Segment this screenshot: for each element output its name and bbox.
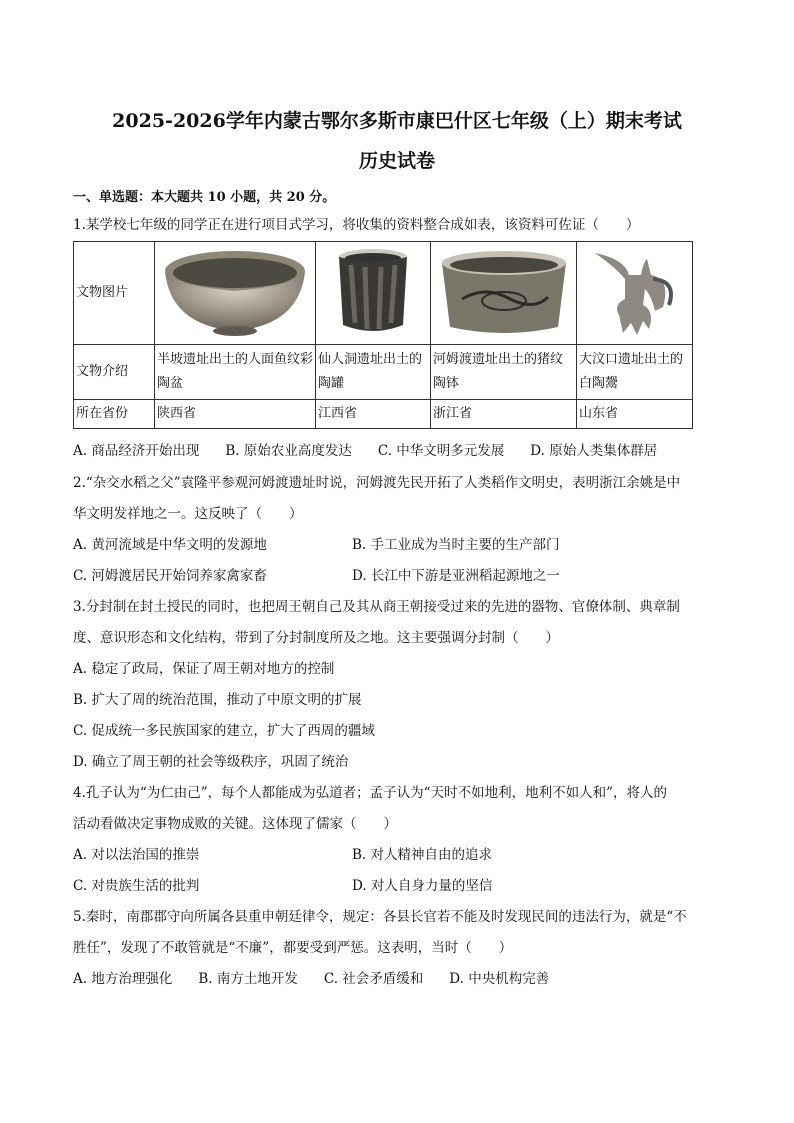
section-heading: 一、单选题：本大题共 10 小题，共 20 分。 bbox=[73, 190, 336, 205]
question-5-stem bbox=[73, 902, 723, 964]
artifact-province: 浙江省 bbox=[431, 400, 577, 429]
option-d[interactable]: D. 对人自身力量的坚信 bbox=[352, 878, 493, 894]
option-d[interactable]: D. 原始人类集体群居 bbox=[530, 443, 658, 459]
question-1-stem: 1.某学校七年级的同学正在进行项目式学习，将收集的资料整合成如表，该资料可佐证（ ） bbox=[73, 217, 640, 233]
artifact-province: 江西省 bbox=[316, 400, 431, 429]
pottery-bowl-icon bbox=[436, 245, 572, 341]
question-5-options bbox=[73, 964, 723, 995]
artifact-intro: 半坡遗址出土的人面鱼纹彩陶盆 bbox=[155, 345, 316, 400]
artifact-intro: 仙人洞遗址出土的陶罐 bbox=[316, 345, 431, 400]
question-3-line-1: 3.分封制在封土授民的同时，也把周王朝自己及其从商王朝接受过来的先进的器物、官僚体制、典章制 bbox=[73, 599, 680, 615]
pottery-gui-icon bbox=[585, 245, 685, 341]
option-a[interactable]: A. 稳定了政局，保证了周王朝对地方的控制 bbox=[73, 661, 335, 677]
option-b[interactable]: B. 对人精神自由的追求 bbox=[352, 847, 493, 863]
question-2-options bbox=[73, 530, 723, 592]
artifact-province: 山东省 bbox=[577, 400, 693, 429]
pottery-basin-icon bbox=[160, 245, 310, 341]
option-a[interactable]: A. 对以法治国的推崇 bbox=[73, 847, 200, 863]
row-label: 所在省份 bbox=[74, 400, 155, 429]
artifact-image-cell bbox=[431, 242, 577, 345]
option-b[interactable]: B. 扩大了周的统治范围，推动了中原文明的扩展 bbox=[73, 692, 362, 708]
option-b[interactable]: B. 原始农业高度发达 bbox=[225, 443, 352, 459]
question-1-options bbox=[73, 436, 723, 467]
table-row bbox=[74, 400, 693, 429]
option-c[interactable]: C. 对贵族生活的批判 bbox=[73, 878, 200, 894]
option-a[interactable]: A. 黄河流域是中华文明的发源地 bbox=[73, 537, 267, 553]
option-a[interactable]: A. 商品经济开始出现 bbox=[73, 443, 200, 459]
question-3-options bbox=[73, 654, 723, 778]
table-row bbox=[74, 242, 693, 345]
artifact-image-cell bbox=[316, 242, 431, 345]
artifact-intro: 大汶口遗址出土的白陶鬶 bbox=[577, 345, 693, 400]
row-label: 文物介绍 bbox=[74, 345, 155, 400]
artifact-province: 陕西省 bbox=[155, 400, 316, 429]
question-4-line-1: 4.孔子认为“为仁由己”，每个人都能成为弘道者；孟子认为“天时不如地利，地利不如人和”，将人的 bbox=[73, 785, 667, 801]
question-3-line-2: 度、意识形态和文化结构，带到了分封制度所及之地。这主要强调分封制（ ） bbox=[73, 630, 559, 646]
option-d[interactable]: D. 中央机构完善 bbox=[449, 971, 550, 987]
option-b[interactable]: B. 南方土地开发 bbox=[198, 971, 298, 987]
question-2-stem bbox=[73, 468, 723, 530]
pottery-jar-icon bbox=[331, 245, 415, 341]
artifact-table bbox=[73, 241, 693, 429]
option-d[interactable]: D. 确立了周王朝的社会等级秩序，巩固了统治 bbox=[73, 754, 349, 770]
artifact-intro: 河姆渡遗址出土的猪纹陶钵 bbox=[431, 345, 577, 400]
question-2-line-1: 2.“杂交水稻之父”袁隆平参观河姆渡遗址时说，河姆渡先民开拓了人类稻作文明史，表明浙江余姚是中 bbox=[73, 475, 681, 491]
exam-subject: 历史试卷 bbox=[358, 150, 435, 172]
artifact-image-cell bbox=[155, 242, 316, 345]
exam-title: 2025-2026学年内蒙古鄂尔多斯市康巴什区七年级（上）期末考试 bbox=[112, 110, 682, 132]
option-c[interactable]: C. 河姆渡居民开始饲养家禽家畜 bbox=[73, 568, 267, 584]
question-2-line-2: 华文明发祥地之一。这反映了（ ） bbox=[73, 506, 303, 522]
option-c[interactable]: C. 中华文明多元发展 bbox=[377, 443, 505, 459]
question-4-line-2: 活动看做决定事物成败的关键。这体现了儒家（ ） bbox=[73, 816, 397, 832]
table-row bbox=[74, 345, 693, 400]
question-5-line-1: 5.秦时，南郡郡守向所属各县重申朝廷律令，规定：各县长官若不能及时发现民间的违法行为，就是“不 bbox=[73, 909, 687, 925]
option-c[interactable]: C. 社会矛盾缓和 bbox=[323, 971, 424, 987]
option-a[interactable]: A. 地方治理强化 bbox=[73, 971, 173, 987]
option-b[interactable]: B. 手工业成为当时主要的生产部门 bbox=[352, 537, 560, 553]
artifact-image-cell bbox=[577, 242, 693, 345]
question-4-stem bbox=[73, 778, 723, 840]
row-label: 文物图片 bbox=[74, 242, 155, 345]
question-5-line-2: 胜任”，发现了不敢管就是“不廉”，都要受到严惩。这表明，当时（ ） bbox=[73, 940, 513, 956]
question-3-stem bbox=[73, 592, 723, 654]
option-d[interactable]: D. 长江中下游是亚洲稻起源地之一 bbox=[352, 568, 560, 584]
option-c[interactable]: C. 促成统一多民族国家的建立，扩大了西周的疆域 bbox=[73, 723, 375, 739]
question-4-options bbox=[73, 840, 723, 902]
